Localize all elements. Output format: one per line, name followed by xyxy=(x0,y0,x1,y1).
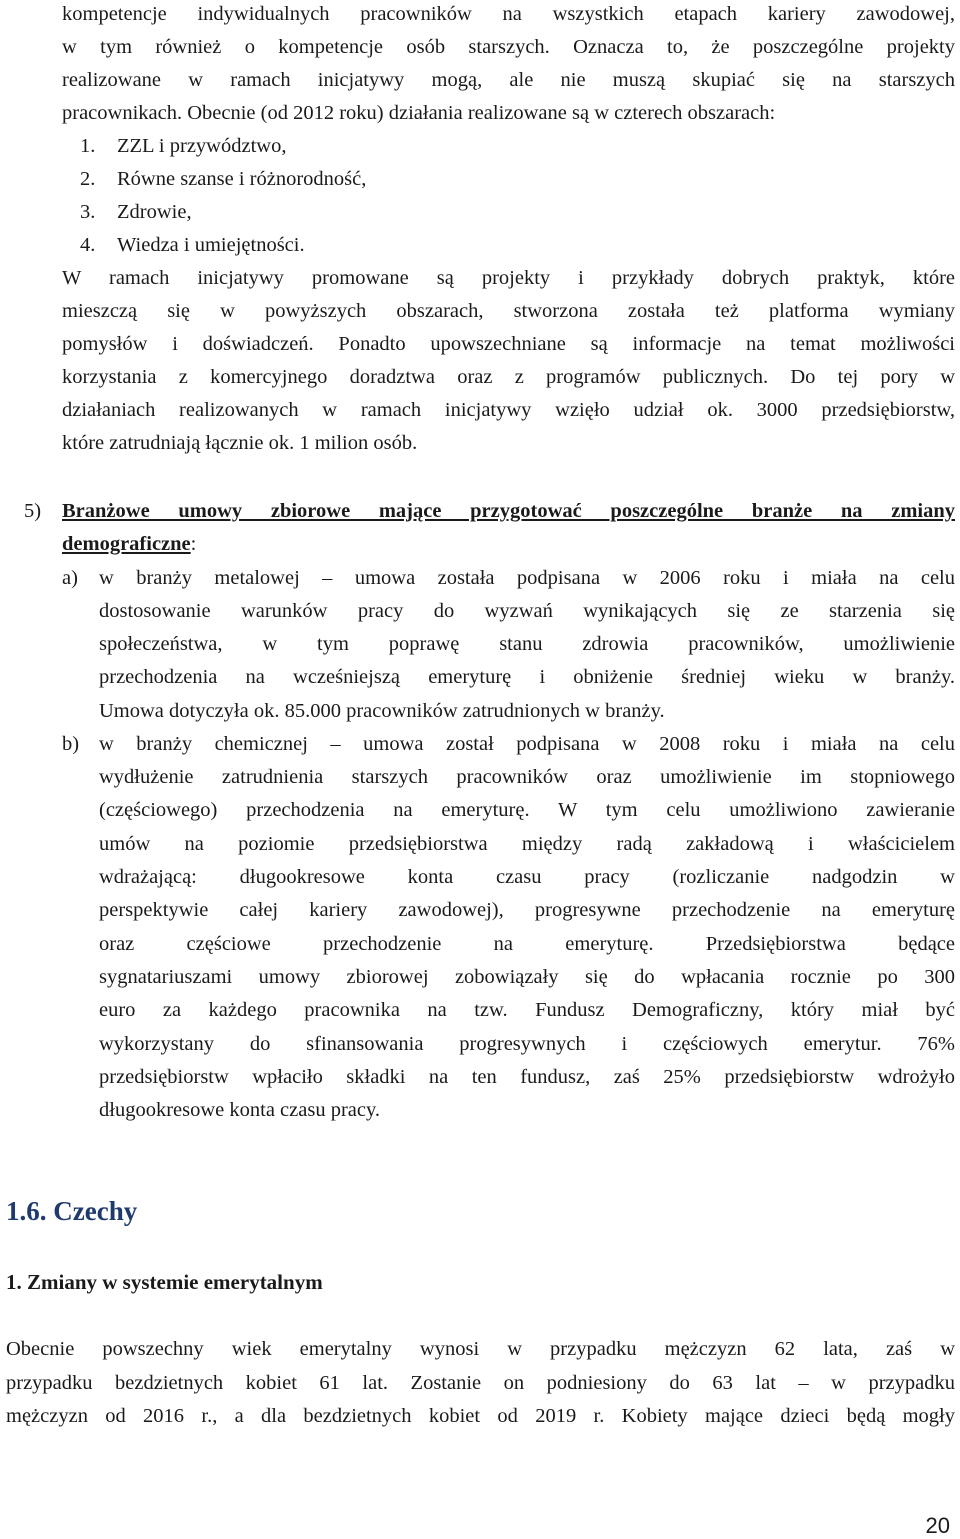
list-number: 2. xyxy=(80,168,96,190)
text-line: w branży chemicznej – umowa został podpisana w 2008 roku i miała na celu xyxy=(99,733,955,755)
text-line: mieszczą się w powyższych obszarach, stworzona została też platforma wymiany xyxy=(62,300,955,322)
text-line: pomysłów i doświadczeń. Ponadto upowszechniane są informacje na temat możliwości xyxy=(62,333,955,355)
list-item-text: Zdrowie, xyxy=(117,201,192,223)
text-line: przypadku bezdzietnych kobiet 61 lat. Zostanie on podniesiony do 63 lat – w przypadku xyxy=(6,1372,955,1394)
text-line: Obecnie powszechny wiek emerytalny wynosi w przypadku mężczyzn 62 lata, zaś w xyxy=(6,1338,955,1360)
text-line: W ramach inicjatywy promowane są projekty i przykłady dobrych praktyk, które xyxy=(62,267,955,289)
text-line: w tym również o kompetencje osób starszych. Oznacza to, że poszczególne projekty xyxy=(62,36,955,58)
subsection-title: 1. Zmiany w systemie emerytalnym xyxy=(6,1270,323,1294)
list-number: 3. xyxy=(80,201,96,223)
text-line: kompetencje indywidualnych pracowników na wszystkich etapach kariery zawodowej, xyxy=(62,3,955,25)
list-item-text: Równe szanse i różnorodność, xyxy=(117,168,367,190)
text-line: oraz częściowe przechodzenie na emeryturę. Przedsiębiorstwa będące xyxy=(99,933,955,955)
text-line: euro za każdego pracownika na tzw. Fundusz Demograficzny, który miał być xyxy=(99,999,955,1021)
text-line: korzystania z komercyjnego doradztwa oraz z programów publicznych. Do tej pory w xyxy=(62,366,955,388)
text-line: mężczyzn od 2016 r., a dla bezdzietnych kobiet od 2019 r. Kobiety mające dzieci będą mogły xyxy=(6,1405,955,1427)
text-line: w branży metalowej – umowa została podpisana w 2006 roku i miała na celu xyxy=(99,567,955,589)
text-line: sygnatariuszami umowy zbiorowej zobowiązały się do wpłacania rocznie po 300 xyxy=(99,966,955,988)
item-heading-text: demograficzne xyxy=(62,533,191,555)
text-line: działaniach realizowanych w ramach inicjatywy wzięło udział ok. 3000 przedsiębiorstw, xyxy=(62,399,955,421)
list-number: 4. xyxy=(80,234,96,256)
text-line: (częściowego) przechodzenia na emeryturę. W tym celu umożliwiono zawieranie xyxy=(99,799,955,821)
list-item-text: Wiedza i umiejętności. xyxy=(117,234,305,256)
text-line: umów na poziomie przedsiębiorstwa między radą zakładową i właścicielem xyxy=(99,833,955,855)
text-line: wydłużenie zatrudnienia starszych pracowników oraz umożliwienie im stopniowego xyxy=(99,766,955,788)
text-line: realizowane w ramach inicjatywy mogą, ale nie muszą skupiać się na starszych xyxy=(62,69,955,91)
text-line: perspektywie całej kariery zawodowej), progresywne przechodzenie na emeryturę xyxy=(99,899,955,921)
text-line: przechodzenia na wcześniejszą emeryturę i obniżenie średniej wieku w branży. xyxy=(99,666,955,688)
sub-item-marker: a) xyxy=(62,567,78,589)
item-heading-text: Branżowe umowy zbiorowe mające przygotować poszczególne branże na zmiany xyxy=(62,500,955,522)
list-number: 1. xyxy=(80,135,96,157)
heading-colon: : xyxy=(190,533,197,555)
text-line: pracownikach. Obecnie (od 2012 roku) działania realizowane są w czterech obszarach: xyxy=(62,102,776,124)
page-number: 20 xyxy=(925,1513,950,1538)
text-line: długookresowe konta czasu pracy. xyxy=(99,1099,381,1121)
section-title: 1.6. Czechy xyxy=(6,1196,138,1226)
text-line: społeczeństwa, w tym poprawę stanu zdrowia pracowników, umożliwienie xyxy=(99,633,955,655)
text-line: przedsiębiorstw wpłaciło składki na ten fundusz, zaś 25% przedsiębiorstw wdrożyło xyxy=(99,1066,955,1088)
item-heading-cont xyxy=(62,532,196,556)
text-line: dostosowanie warunków pracy do wyzwań wynikających się ze starzenia się xyxy=(99,600,955,622)
sub-item-marker: b) xyxy=(62,733,80,755)
text-line: Umowa dotyczyła ok. 85.000 pracowników zatrudnionych w branży. xyxy=(99,700,665,722)
text-line: które zatrudniają łącznie ok. 1 milion osób. xyxy=(62,432,418,454)
item-heading xyxy=(62,499,955,523)
text-line: wykorzystany do sfinansowania progresywnych i częściowych emerytur. 76% xyxy=(99,1033,955,1055)
list-item-text: ZZL i przywództwo, xyxy=(117,135,287,157)
text-line: wdrażającą: długookresowe konta czasu pracy (rozliczanie nadgodzin w xyxy=(99,866,955,888)
item-number: 5) xyxy=(24,500,42,522)
